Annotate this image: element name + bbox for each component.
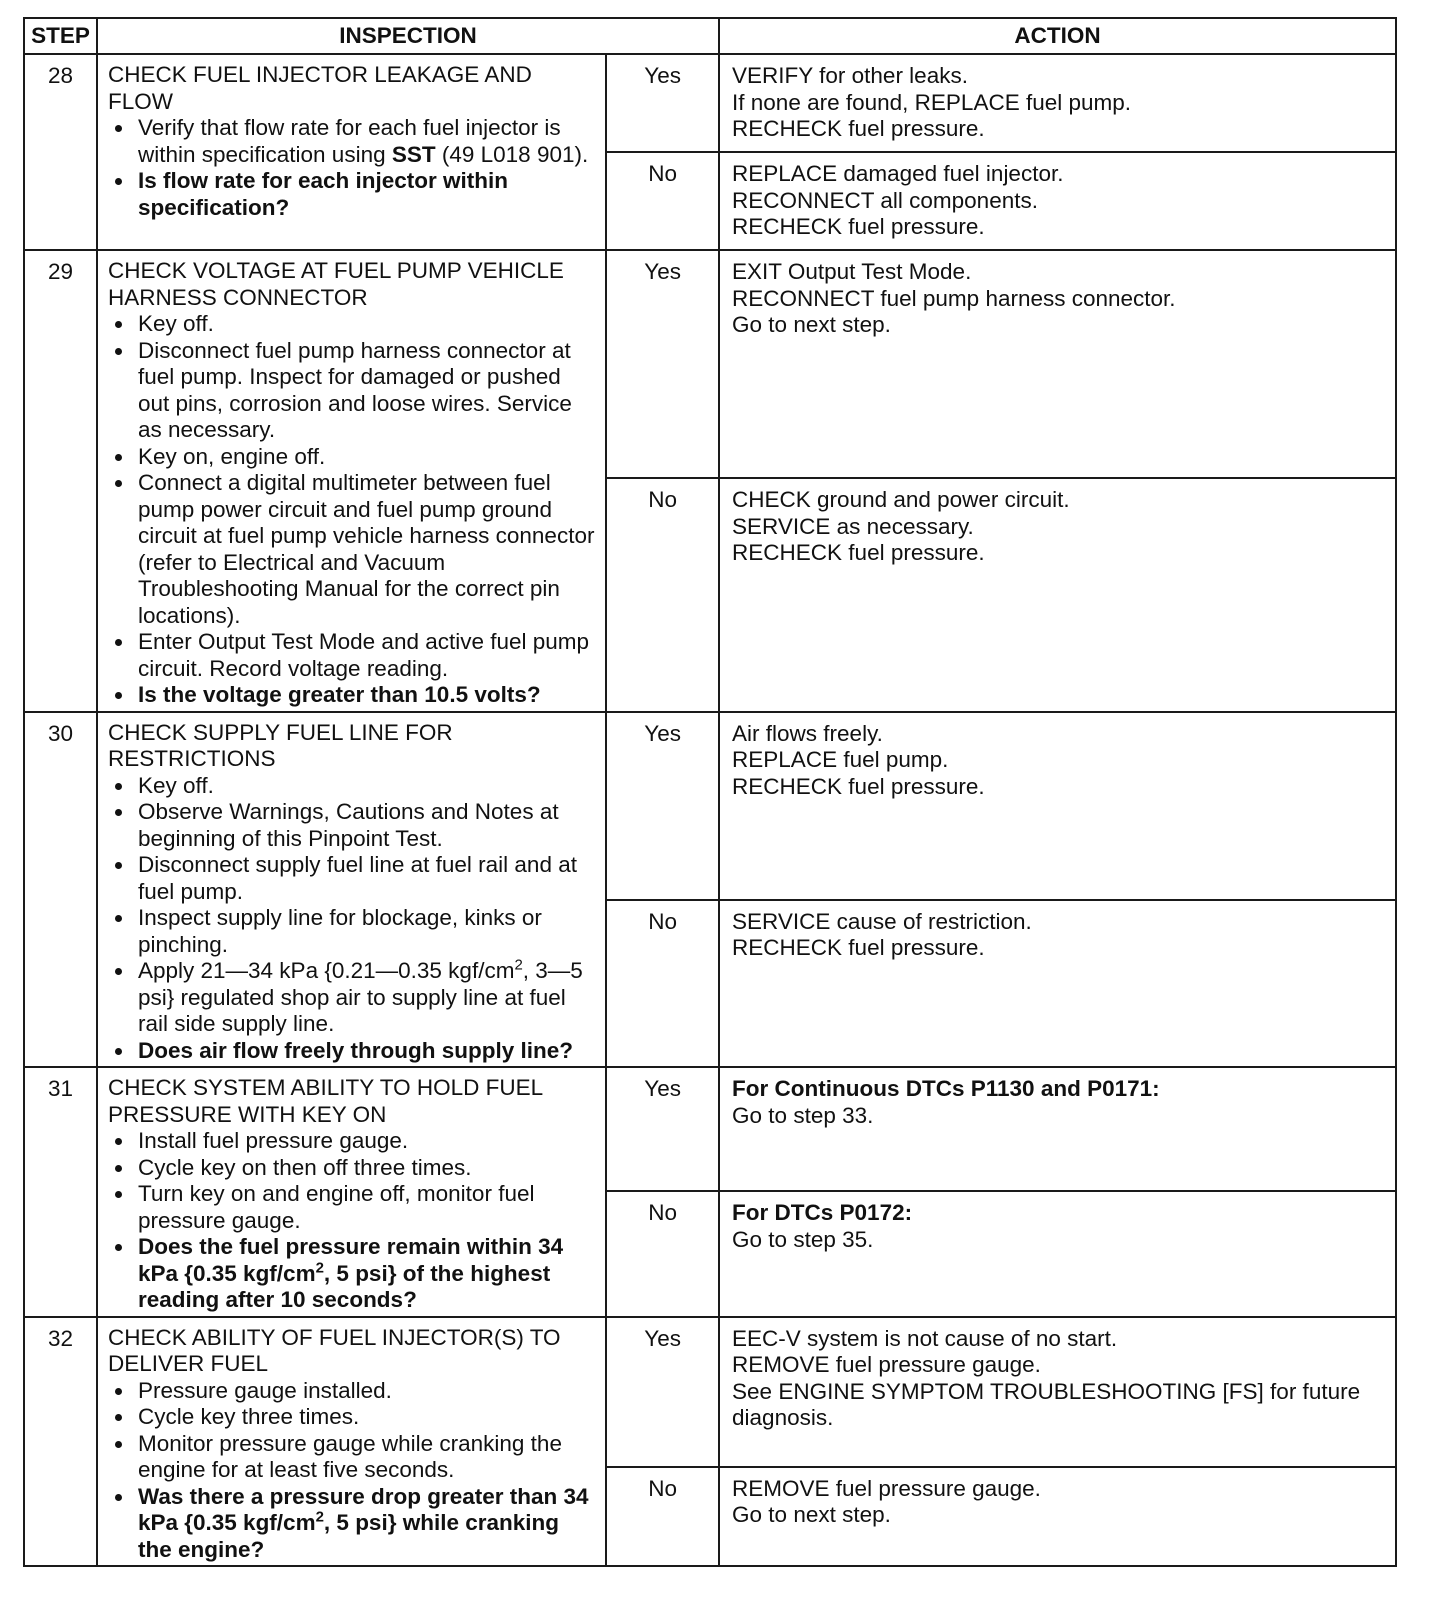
- step-number: 29: [24, 250, 97, 712]
- bullet-question: Was there a pressure drop greater than 34 kPa {0.35 kgf/$cm^2$, 5 psi} while cranking the engine?: [108, 1484, 597, 1564]
- step-number: 31: [24, 1067, 97, 1317]
- step-row-yes: [24, 54, 1396, 152]
- action-line: RECHECK fuel pressure.: [732, 773, 985, 799]
- action-line: EEC-V system is not cause of no start.: [732, 1325, 1118, 1351]
- answer-no: No: [606, 1191, 719, 1317]
- bullet-item: Key on, engine off.: [108, 444, 597, 471]
- action-line: Go to step 35.: [732, 1226, 874, 1252]
- action-no: [719, 900, 1396, 1068]
- step-row-yes: [24, 1317, 1396, 1467]
- answer-yes: Yes: [606, 1067, 719, 1191]
- action-line: See ENGINE SYMPTOM TROUBLESHOOTING [FS] for future diagnosis.: [732, 1378, 1361, 1430]
- inspection-bullets: [108, 1128, 597, 1314]
- inspection-cell: [97, 54, 606, 250]
- bullet-item: Pressure gauge installed.: [108, 1378, 597, 1405]
- inspection-bullets: [108, 115, 597, 221]
- action-line: RECONNECT fuel pump harness connector.: [732, 285, 1176, 311]
- inspection-title: CHECK FUEL INJECTOR LEAKAGE AND FLOW: [107, 62, 532, 114]
- bullet-item: Apply 21—34 kPa {0.21—0.35 kgf/$cm^2$, 3—5 psi} regulated shop air to supply line at fuel rail side supply line.: [108, 958, 597, 1038]
- bullet-item: Disconnect fuel pump harness connector at fuel pump. Inspect for damaged or pushed out pins, corrosion and loose wires. Service as necessary.: [108, 338, 597, 444]
- bullet-item: Install fuel pressure gauge.: [108, 1128, 597, 1155]
- action-line: REMOVE fuel pressure gauge.: [732, 1352, 1041, 1377]
- answer-no: No: [606, 1467, 719, 1567]
- bullet-question: Is flow rate for each injector within specification?: [108, 168, 597, 221]
- bullet-item: Key off.: [108, 311, 597, 338]
- bullet-item: Turn key on and engine off, monitor fuel pressure gauge.: [108, 1181, 597, 1234]
- step-number: 32: [24, 1317, 97, 1567]
- answer-yes: Yes: [606, 1317, 719, 1467]
- bullet-item: Connect a digital multimeter between fuel pump power circuit and fuel pump ground circuit at fuel pump vehicle harness connector (refer to Electrical and Vacuum Troubleshooting Manual for the correct pin locations).: [108, 470, 597, 629]
- header-row: [24, 18, 1396, 54]
- action-no: [719, 1467, 1396, 1567]
- action-line: If none are found, REPLACE fuel pump.: [732, 89, 1132, 115]
- inspection-title: CHECK VOLTAGE AT FUEL PUMP VEHICLE HARNESS CONNECTOR: [107, 258, 564, 310]
- answer-yes: Yes: [606, 712, 719, 900]
- action-no: [719, 478, 1396, 712]
- bullet-item: Enter Output Test Mode and active fuel pump circuit. Record voltage reading.: [108, 629, 597, 682]
- action-line: CHECK ground and power circuit.: [732, 487, 1070, 512]
- inspection-bullets: [108, 773, 597, 1065]
- answer-no: No: [606, 478, 719, 712]
- inspection-cell: [97, 250, 606, 712]
- inspection-bullets: [108, 311, 597, 709]
- inspection-bullets: [108, 1378, 597, 1564]
- action-line: Go to step 33.: [732, 1102, 874, 1128]
- answer-yes: Yes: [606, 250, 719, 478]
- bullet-item: Inspect supply line for blockage, kinks or pinching.: [108, 905, 597, 958]
- action-line: REPLACE fuel pump.: [732, 747, 949, 772]
- answer-no: No: [606, 152, 719, 250]
- answer-no: No: [606, 900, 719, 1068]
- action-line: SERVICE cause of restriction.: [732, 908, 1032, 934]
- action-heading: For DTCs P0172:: [732, 1200, 913, 1225]
- header-step: STEP: [24, 18, 97, 54]
- inspection-cell: [97, 1067, 606, 1317]
- step-number: 30: [24, 712, 97, 1068]
- action-line: EXIT Output Test Mode.: [732, 259, 972, 284]
- bullet-item: Key off.: [108, 773, 597, 800]
- action-line: RECHECK fuel pressure.: [732, 214, 985, 239]
- inspection-table: [23, 17, 1397, 1567]
- step-row-yes: [24, 712, 1396, 900]
- action-yes: [719, 250, 1396, 478]
- action-no: [719, 1191, 1396, 1317]
- answer-yes: Yes: [606, 54, 719, 152]
- action-line: Air flows freely.: [732, 720, 883, 746]
- bullet-item: Observe Warnings, Cautions and Notes at beginning of this Pinpoint Test.: [108, 799, 597, 852]
- action-line: REPLACE damaged fuel injector.: [732, 161, 1064, 186]
- bullet-item: Disconnect supply fuel line at fuel rail and at fuel pump.: [108, 852, 597, 905]
- bullet-item: Cycle key on then off three times.: [108, 1155, 597, 1182]
- bullet-question: Is the voltage greater than 10.5 volts?: [108, 682, 597, 709]
- action-yes: [719, 1067, 1396, 1191]
- step-row-yes: [24, 250, 1396, 478]
- inspection-title: CHECK SYSTEM ABILITY TO HOLD FUEL PRESSURE WITH KEY ON: [107, 1075, 543, 1127]
- bullet-item: Monitor pressure gauge while cranking the engine for at least five seconds.: [108, 1431, 597, 1484]
- action-no: [719, 152, 1396, 250]
- action-line: RECHECK fuel pressure.: [732, 935, 985, 960]
- action-heading: For Continuous DTCs P1130 and P0171:: [732, 1076, 1160, 1101]
- header-inspection: INSPECTION: [97, 18, 719, 54]
- action-line: RECHECK fuel pressure.: [732, 540, 985, 565]
- bullet-question: Does the fuel pressure remain within 34 kPa {0.35 kgf/$cm^2$, 5 psi} of the highest reading after 10 seconds?: [108, 1234, 597, 1314]
- step-row-yes: [24, 1067, 1396, 1191]
- inspection-title: CHECK ABILITY OF FUEL INJECTOR(S) TO DELIVER FUEL: [107, 1324, 561, 1376]
- action-yes: [719, 1317, 1396, 1467]
- action-line: REMOVE fuel pressure gauge.: [732, 1475, 1041, 1501]
- inspection-title: CHECK SUPPLY FUEL LINE FOR RESTRICTIONS: [107, 719, 453, 771]
- header-action: ACTION: [719, 18, 1396, 54]
- action-line: VERIFY for other leaks.: [732, 63, 968, 88]
- bullet-item: Verify that flow rate for each fuel injector is within specification using SST (49 L018 901).: [108, 115, 597, 168]
- bullet-item: Cycle key three times.: [108, 1404, 597, 1431]
- inspection-cell: [97, 1317, 606, 1567]
- action-line: Go to next step.: [732, 312, 891, 337]
- inspection-cell: [97, 712, 606, 1068]
- action-line: Go to next step.: [732, 1502, 891, 1527]
- action-line: RECONNECT all components.: [732, 187, 1038, 213]
- action-yes: [719, 712, 1396, 900]
- step-number: 28: [24, 54, 97, 250]
- action-line: SERVICE as necessary.: [732, 513, 974, 539]
- action-yes: [719, 54, 1396, 152]
- bullet-question: Does air flow freely through supply line?: [108, 1038, 597, 1065]
- action-line: RECHECK fuel pressure.: [732, 116, 985, 141]
